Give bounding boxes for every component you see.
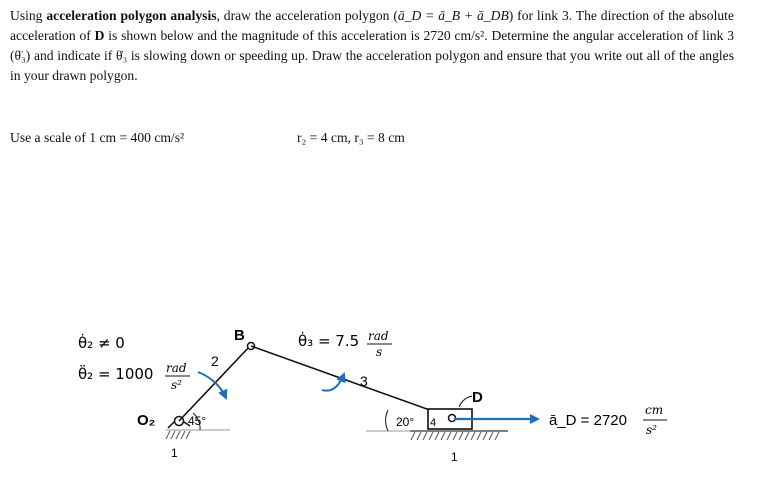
problem-text-2: , draw the acceleration polygon (: [216, 8, 398, 23]
label-d-leader: [459, 396, 472, 407]
link-3-label: 3: [360, 373, 368, 389]
label-o2: O₂: [137, 412, 156, 429]
problem-text-4: is shown below and the magnitude of this acceleration is 2720 cm/s². Determine the angular acceleration of link 3 (θ̈₃) and indicate if θ̇₃ is slowing down or speeding up. Draw the acceleration polygon and ensure that you write out all of the angles in your drawn polygon.: [10, 28, 734, 83]
acceleration-d-unit-num: cm: [645, 403, 664, 417]
theta3-vel-arrow: [322, 374, 344, 391]
problem-bold-method: acceleration polygon analysis: [46, 8, 217, 23]
theta2-dot-label: θ̇₂ ≠ 0: [78, 334, 125, 352]
link-lengths: r₂ = 4 cm, r₃ = 8 cm: [297, 130, 405, 145]
ground-hatch-left: [166, 431, 190, 439]
theta3-dot-label: θ̇₃ = 7.5: [298, 332, 360, 350]
ground-label-right: 1: [451, 450, 458, 464]
theta3-dot-unit-num: rad: [368, 329, 389, 343]
theta2-ddot-label: θ̈₂ = 1000: [78, 365, 154, 383]
ground-hatch-right: [411, 432, 499, 440]
polygon-equation: ā_D = ā_B + ā_DB: [397, 8, 509, 23]
acceleration-d-unit-den: s²: [646, 423, 657, 437]
scale-note: Use a scale of 1 cm = 400 cm/s²: [10, 130, 185, 145]
problem-bold-d: D: [94, 28, 105, 43]
acceleration-d-label: ā_D = 2720: [549, 412, 627, 429]
link-3: [251, 346, 452, 418]
theta2-ddot-unit-den: s²: [171, 378, 182, 392]
angle-20-label: 20°: [396, 415, 415, 429]
label-b: B: [234, 327, 245, 344]
link-2-label: 2: [211, 353, 219, 369]
theta3-dot-unit-den: s: [376, 345, 383, 359]
link-4-label: 4: [430, 417, 437, 429]
ground-label-left: 1: [171, 446, 178, 460]
label-d: D: [472, 389, 483, 406]
angle-20-arc: [386, 410, 388, 431]
theta2-ddot-unit-num: rad: [166, 361, 187, 375]
problem-text-1: Using: [10, 8, 47, 23]
angle-45-label: 45°: [188, 414, 207, 428]
problem-text-3: ) for link 3. The direction of the absolute acceleration of: [10, 8, 734, 43]
